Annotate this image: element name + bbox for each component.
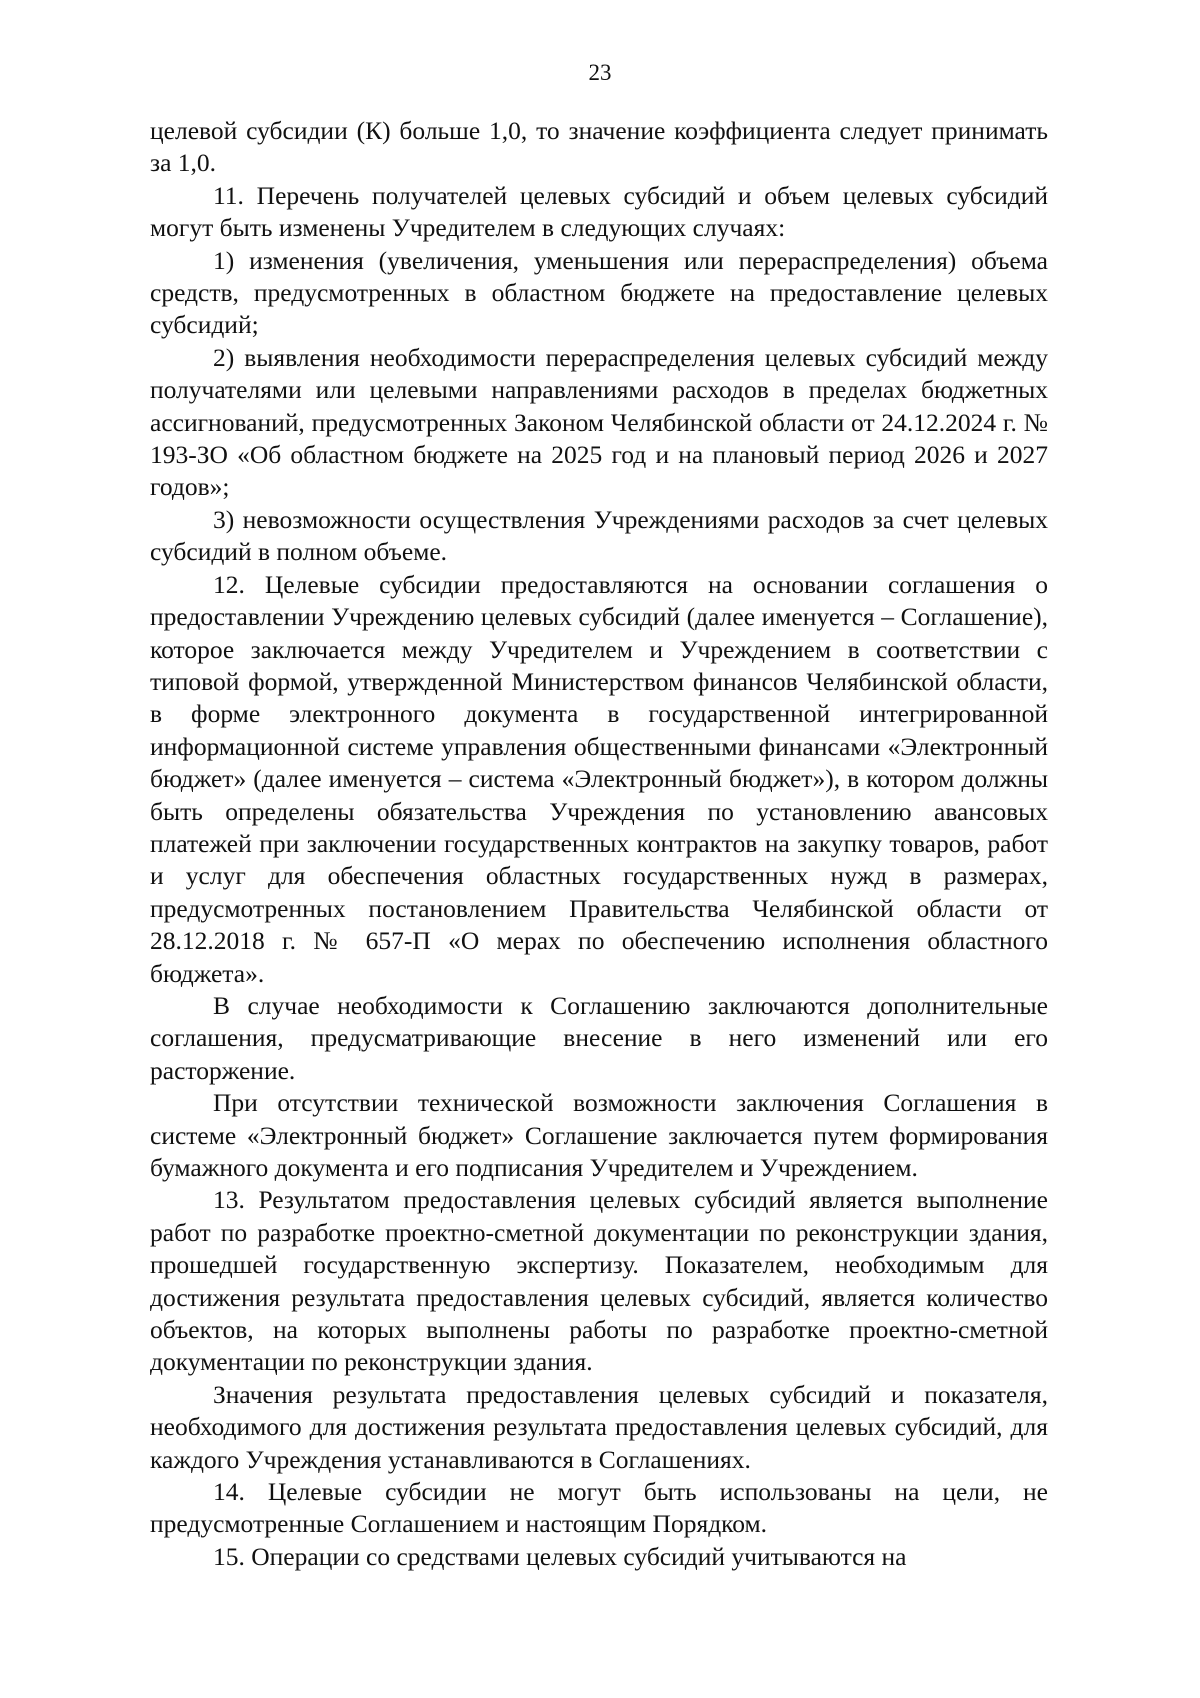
paragraph-12: 12. Целевые субсидии предоставляются на основании соглашения о предоставлении Учреждению целевых субсидий (далее именуется – Соглашение), которое заключается между Учредителем и Учреждением в соответствии с типовой формой, утвержденной Министерством финансов Челябинской области, в форме электронного документа в государственной интегрированной информационной системе управления общественными финансами «Электронный бюджет» (далее именуется – система «Электронный бюджет»), в котором должны быть определены обязательства Учреждения по установлению авансовых платежей при заключении государственных контрактов на закупку товаров, работ и услуг для обеспечения областных государственных нужд в размерах, предусмотренных постановлением Правительства Челябинской области от 28.12.2018 г. № 657-П «О мерах по обеспечению исполнения областного бюджета».: [150, 569, 1048, 988]
paragraph-11: 11. Перечень получателей целевых субсидий и объем целевых субсидий могут быть изменены Учредителем в следующих случаях:: [150, 180, 1048, 243]
paragraph-14: 14. Целевые субсидии не могут быть использованы на цели, не предусмотренные Соглашением и настоящим Порядком.: [150, 1477, 1048, 1539]
paragraph-12-additional-agreements: В случае необходимости к Соглашению заключаются дополнительные соглашения, предусматривающие внесение в него изменений или его расторжение.: [150, 990, 1048, 1085]
document-body: [150, 115, 1048, 1573]
paragraph-15: 15. Операции со средствами целевых субсидий учитываются на: [213, 1541, 907, 1571]
page-number: 23: [588, 60, 612, 85]
paragraph-continuation: целевой субсидии (К) больше 1,0, то значение коэффициента следует принимать за 1,0.: [150, 116, 1048, 178]
paragraph-12-paper-form: При отсутствии технической возможности заключения Соглашения в системе «Электронный бюджет» Соглашение заключается путем формирования бумажного документа и его подписания Учредителем и Учреждением.: [150, 1088, 1048, 1182]
paragraph-11-item-2: 2) выявления необходимости перераспределения целевых субсидий между получателями или целевыми направлениями расходов в пределах бюджетных ассигнований, предусмотренных Законом Челябинской области от 24.12.2024 г. № 193-ЗО «Об областном бюджете на 2025 год и на плановый период 2026 и 2027 годов»;: [150, 342, 1048, 502]
paragraph-13-values: Значения результата предоставления целевых субсидий и показателя, необходимого для достижения результата предоставления целевых субсидий, для каждого Учреждения устанавливаются в Соглашениях.: [150, 1379, 1048, 1474]
paragraph-11-item-1: 1) изменения (увеличения, уменьшения или перераспределения) объема средств, предусмотренных в областном бюджете на предоставление целевых субсидий;: [150, 245, 1048, 340]
paragraph-11-item-3: 3) невозможности осуществления Учреждениями расходов за счет целевых субсидий в полном объеме.: [150, 504, 1048, 567]
paragraph-13: 13. Результатом предоставления целевых субсидий является выполнение работ по разработке проектно-сметной документации по реконструкции здания, прошедшей государственную экспертизу. Показателем, необходимым для достижения результата предоставления целевых субсидий, является количество объектов, на которых выполнены работы по разработке проектно-сметной документации по реконструкции здания.: [150, 1185, 1048, 1377]
